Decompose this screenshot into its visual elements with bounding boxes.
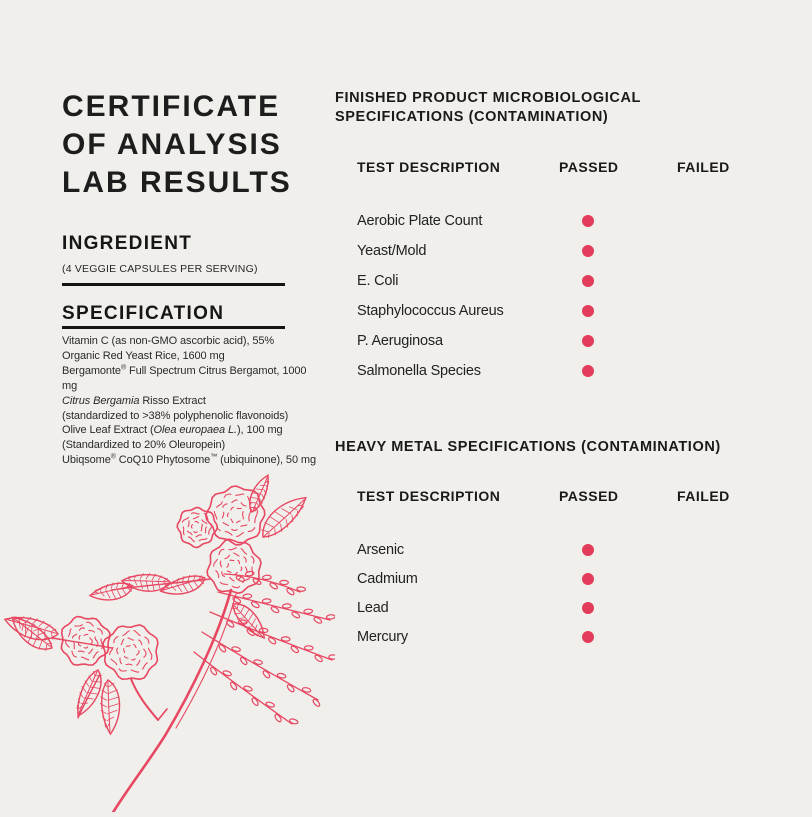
passed-dot — [582, 215, 594, 227]
test-description: Cadmium — [357, 570, 418, 587]
passed-cell — [559, 602, 677, 614]
passed-dot — [582, 631, 594, 643]
test-description: Aerobic Plate Count — [357, 213, 483, 229]
spec-line: Vitamin C (as non-GMO ascorbic acid), 55% — [62, 335, 275, 347]
column-test-description: TEST DESCRIPTION — [357, 488, 501, 504]
microbiological-table — [357, 206, 763, 386]
test-description: Lead — [357, 599, 389, 616]
microbiological-section-heading — [335, 89, 641, 126]
passed-cell — [559, 544, 677, 556]
table-row — [357, 593, 763, 622]
heading-line: SPECIFICATIONS (CONTAMINATION) — [335, 108, 609, 125]
spec-line: Ubiqsome® CoQ10 Phytosome™ (ubiquinone), 50 mg — [62, 453, 317, 467]
table-row — [357, 564, 763, 593]
test-description: Staphylococcus Aureus — [357, 303, 504, 319]
serving-note: (4 VEGGIE CAPSULES PER SERVING) — [62, 263, 258, 275]
passed-dot — [582, 602, 594, 614]
passed-cell — [559, 275, 677, 287]
spec-line: Olive Leaf Extract (Olea europaea L.), 100 mg — [62, 424, 283, 437]
column-passed: PASSED — [559, 488, 619, 504]
table-row — [357, 622, 763, 651]
passed-cell — [559, 215, 677, 227]
test-description: Yeast/Mold — [357, 243, 427, 259]
test-description: E. Coli — [357, 273, 399, 289]
page-title-line: OF ANALYSIS — [62, 128, 282, 161]
passed-dot — [582, 245, 594, 257]
passed-dot — [582, 275, 594, 287]
table-row — [357, 266, 763, 296]
heading-line: HEAVY METAL SPECIFICATIONS (CONTAMINATION) — [335, 439, 721, 455]
passed-cell — [559, 305, 677, 317]
divider-bar — [62, 283, 285, 286]
heavy-metal-table — [357, 535, 763, 651]
page-title-line: LAB RESULTS — [62, 166, 292, 199]
passed-cell — [559, 573, 677, 585]
heading-line: FINISHED PRODUCT MICROBIOLOGICAL — [335, 90, 641, 106]
passed-dot — [582, 305, 594, 317]
passed-dot — [582, 544, 594, 556]
test-description: Arsenic — [357, 541, 404, 558]
passed-cell — [559, 335, 677, 347]
passed-cell — [559, 365, 677, 377]
passed-dot — [582, 365, 594, 377]
heavy-metal-section-heading — [335, 438, 721, 457]
spec-line: (standardized to >38% polyphenolic flavonoids) — [62, 409, 289, 422]
specification-heading: SPECIFICATION — [62, 303, 225, 324]
heavy-metal-table-header — [357, 488, 763, 504]
column-passed: PASSED — [559, 159, 619, 175]
ingredient-heading: INGREDIENT — [62, 233, 193, 254]
page-title-line: CERTIFICATE — [62, 90, 281, 123]
microbiological-table-header — [357, 159, 763, 175]
spec-line: Bergamonte® Full Spectrum Citrus Bergamot, 1000 mg — [62, 364, 307, 392]
table-row — [357, 206, 763, 236]
passed-dot — [582, 335, 594, 347]
passed-dot — [582, 573, 594, 585]
divider-bar — [62, 326, 285, 329]
passed-cell — [559, 245, 677, 257]
table-row — [357, 296, 763, 326]
table-row — [357, 356, 763, 386]
page-title — [62, 88, 292, 202]
table-row — [357, 535, 763, 564]
table-row — [357, 326, 763, 356]
spec-line: (Standardized to 20% Oleuropein) — [62, 439, 226, 452]
test-description: Salmonella Species — [357, 363, 481, 379]
column-test-description: TEST DESCRIPTION — [357, 159, 501, 175]
test-description: Mercury — [357, 628, 408, 645]
passed-cell — [559, 631, 677, 643]
specification-list — [62, 334, 322, 468]
spec-line: Organic Red Yeast Rice, 1600 mg — [62, 349, 225, 362]
column-failed: FAILED — [677, 159, 730, 175]
bergamot-and-rice-illustration-icon — [0, 452, 335, 812]
spec-line: Citrus Bergamia Risso Extract — [62, 394, 206, 407]
column-failed: FAILED — [677, 488, 730, 504]
illustration-container — [0, 452, 335, 812]
test-description: P. Aeruginosa — [357, 333, 443, 349]
table-row — [357, 236, 763, 266]
